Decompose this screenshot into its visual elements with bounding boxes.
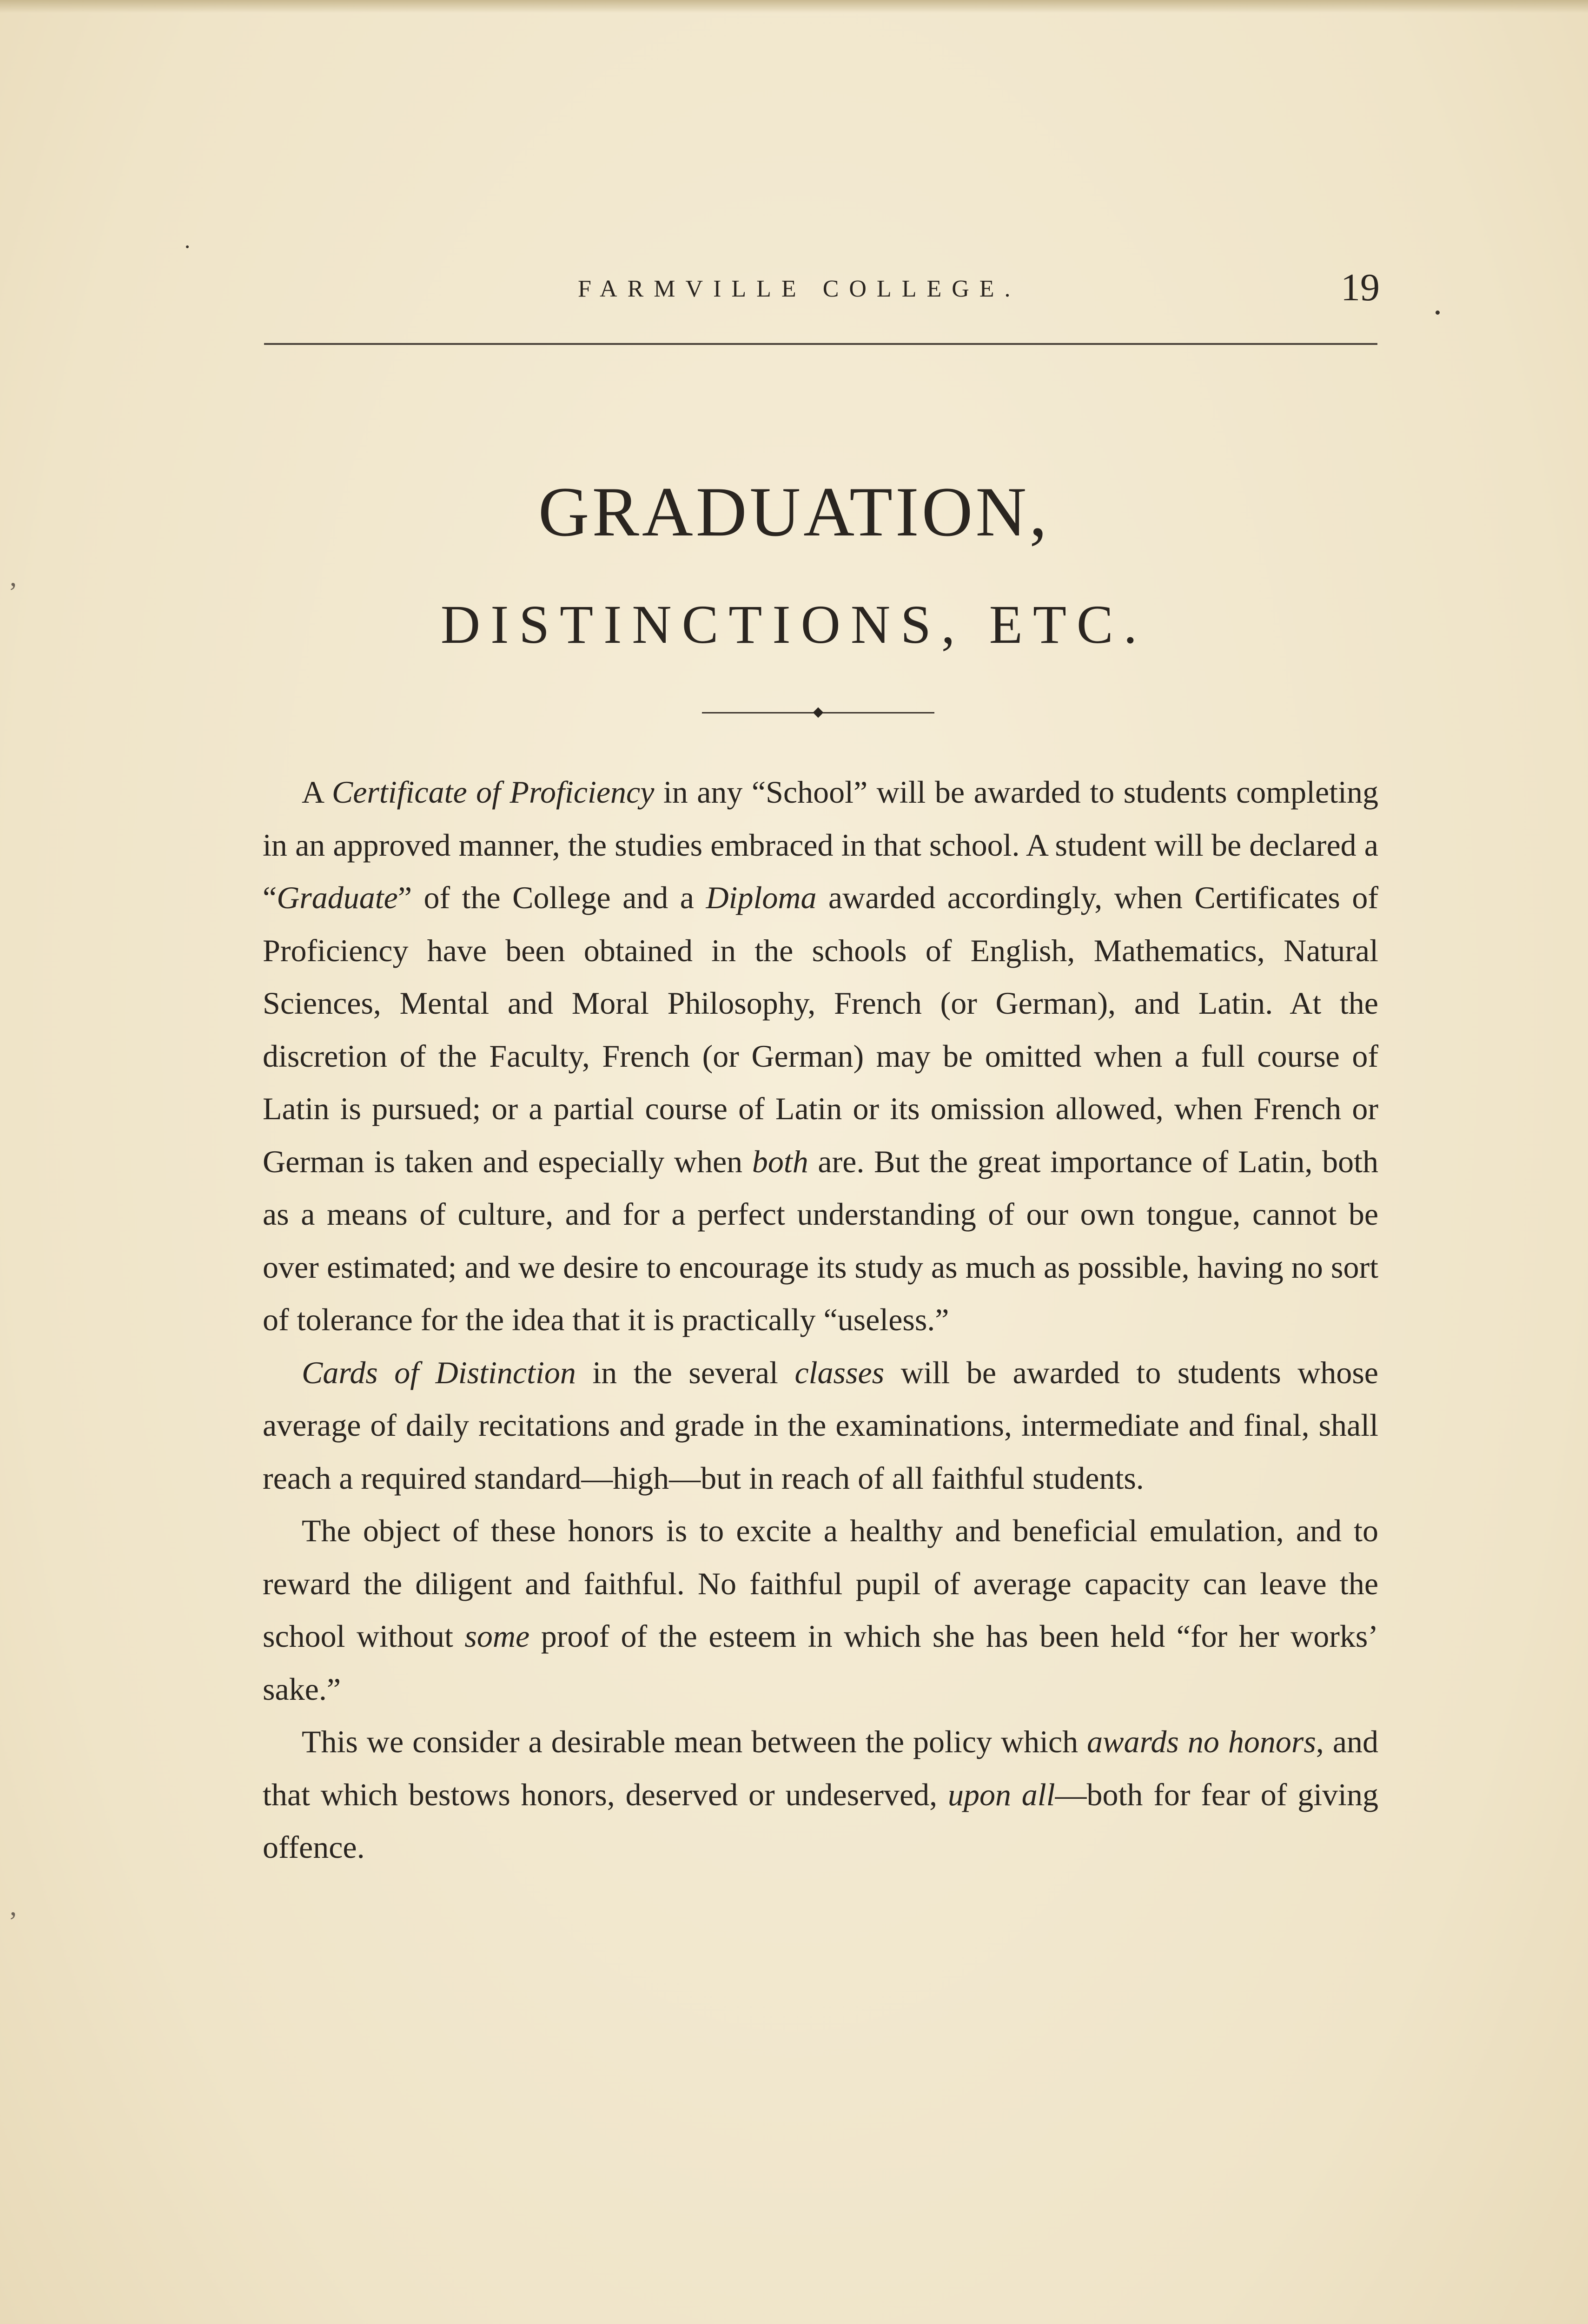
- italic-run: Diploma: [706, 880, 817, 915]
- body-text: [263, 766, 1378, 1874]
- page-title: GRADUATION,: [538, 473, 1050, 551]
- text-run: are. But the great importance of Latin, both as a means of culture, and for a perfect understanding of our own tongue, cannot be over estimated; and we desire to encourage its study as much as possible, having no sort of tolerance for the idea that it is practically “useless.”: [263, 1143, 1378, 1337]
- italic-run: Graduate: [277, 880, 398, 915]
- header-rule: [264, 343, 1377, 345]
- text-run: in the several: [576, 1354, 795, 1390]
- paragraph-honors-object: [263, 1505, 1378, 1716]
- page-subtitle: DISTINCTIONS, ETC.: [440, 594, 1148, 655]
- page-number: 19: [1341, 266, 1380, 309]
- margin-mark: ʼ: [8, 1906, 18, 1937]
- ornament-line-right: [823, 712, 934, 713]
- italic-run: Certificate of Proficiency: [331, 774, 655, 810]
- text-run: , and that which bestows honors, deserved or undeserved,: [263, 1724, 1379, 1812]
- text-run: in any “School” will be awarded to students completing in an approved manner, the studies embraced in that school. A student will be declared a “: [263, 774, 1379, 915]
- text-run: will be awarded to students whose average of daily recitations and grade in the examinations, intermediate and final, shall reach a required standard—high—but in reach of all faithful students.: [263, 1354, 1378, 1496]
- paragraph-policy: [263, 1716, 1378, 1874]
- ornament-line-left: [702, 712, 814, 713]
- italic-run: awards no honors: [1087, 1724, 1316, 1759]
- text-run: —both for fear of giving offence.: [263, 1776, 1379, 1865]
- italic-run: upon all: [947, 1776, 1055, 1812]
- ornament-dot: [813, 707, 824, 718]
- text-run: ” of the College and a: [397, 880, 706, 915]
- running-title: FARMVILLE COLLEGE.: [578, 276, 1021, 302]
- text-run: proof of the esteem in which she has been held “for her works’ sake.”: [263, 1618, 1379, 1707]
- italic-run: classes: [794, 1354, 885, 1390]
- page-top-edge: [0, 0, 1588, 13]
- running-header: [264, 265, 1380, 316]
- ink-speck: [186, 245, 189, 248]
- italic-run: some: [464, 1618, 530, 1654]
- margin-mark: ʼ: [8, 577, 18, 607]
- text-run: awarded accordingly, when Certificates of Proficiency have been obtained in the schools of English, Mathematics, Natural Sciences, Mental and Moral Philosophy, French (or German), and Latin. At the discretion of the Faculty, French (or German) may be omitted when a full course of Latin is pursued; or a partial course of Latin or its omission allowed, when French or German is taken and especially when: [263, 880, 1378, 1179]
- text-run: The object of these honors is to excite a healthy and beneficial emulation, and to reward the diligent and faithful. No faithful pupil of average capacity can leave the school without: [263, 1513, 1378, 1654]
- ink-speck: [1436, 310, 1440, 315]
- text-run: A: [302, 774, 332, 810]
- italic-run: both: [752, 1143, 808, 1179]
- title-ornament: [702, 707, 934, 719]
- paragraph-distinction: [263, 1347, 1378, 1505]
- italic-run: Cards of Distinction: [302, 1354, 576, 1390]
- text-run: This we consider a desirable mean between the policy which: [302, 1724, 1087, 1759]
- paragraph-proficiency: [263, 766, 1378, 1347]
